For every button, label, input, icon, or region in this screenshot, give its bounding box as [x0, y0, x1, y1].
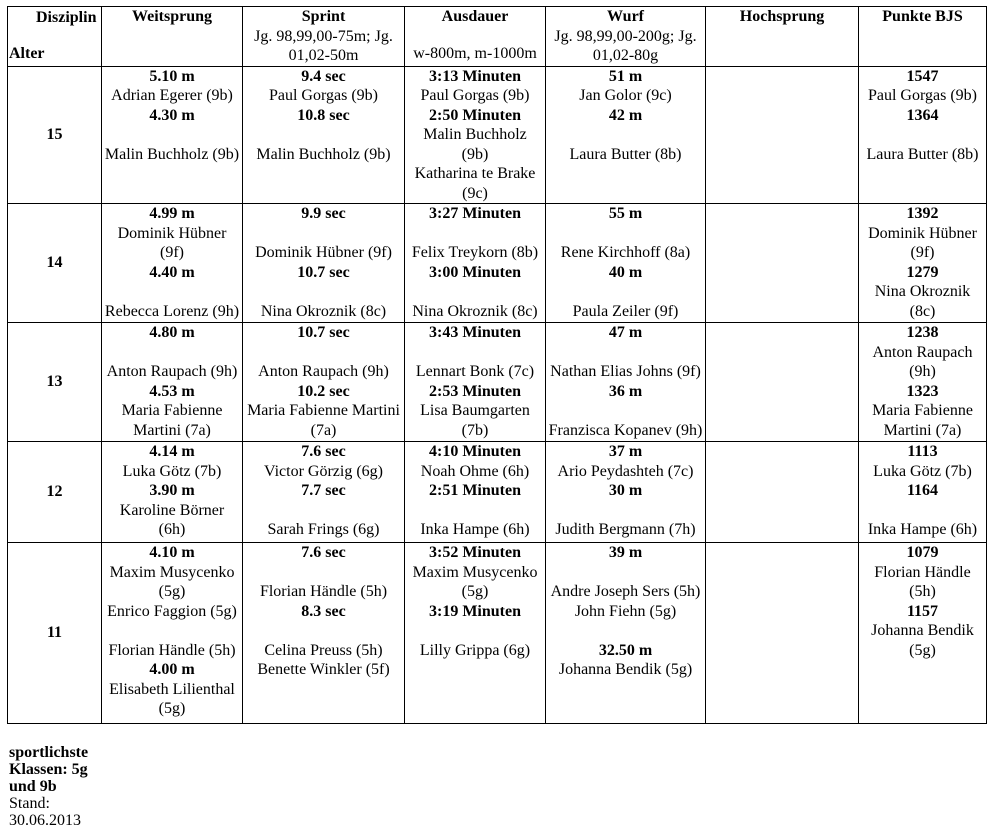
result-value: 10.8 sec [297, 106, 350, 124]
athlete-name: Judith Bergmann (7h) [555, 521, 696, 538]
athlete-name: Nina Okroznik [874, 283, 971, 300]
athlete-name: Anton Raupach [872, 343, 973, 361]
result-value: 40 m [608, 263, 643, 281]
results-body [8, 66, 987, 724]
athlete-name [102, 125, 242, 145]
result-value: 1364 [906, 106, 939, 124]
punkte-cell [859, 543, 987, 724]
table-row [8, 204, 987, 323]
wurf-cell [546, 442, 706, 543]
athlete-name: Karoline Börner [119, 501, 225, 519]
result-value: 4.40 m [149, 263, 195, 281]
athlete-name [243, 125, 404, 145]
wurf-cell [546, 204, 706, 323]
athlete-name [102, 621, 242, 641]
ausdauer-cell [405, 204, 546, 323]
athlete-name: (5g) [909, 641, 936, 659]
ausdauer-cell [405, 442, 546, 543]
athlete-name [102, 343, 242, 363]
athlete-name: Adrian Egerer (9b) [111, 87, 233, 104]
athlete-name [405, 282, 545, 302]
athlete-name [859, 501, 986, 521]
athlete-name: Laura Butter (8b) [866, 145, 979, 163]
result-value: 1157 [906, 602, 939, 620]
athlete-name: (9c) [462, 184, 488, 202]
results-table [7, 6, 987, 724]
weitsprung-cell [102, 323, 243, 442]
result-value: 30 m [608, 482, 643, 499]
result-value: 1392 [906, 205, 939, 222]
header-row [8, 7, 987, 67]
athlete-name: Anton Raupach (9h) [106, 363, 238, 380]
athlete-name [546, 125, 705, 145]
athlete-name: Sarah Frings (6g) [267, 521, 380, 538]
ausdauer-cell [405, 323, 546, 442]
athlete-name [405, 621, 545, 641]
table-row [8, 543, 987, 724]
result-value: 2:50 Minuten [429, 106, 521, 124]
table-row [8, 442, 987, 543]
table-row [8, 323, 987, 442]
ausdauer-cell [405, 66, 546, 204]
weitsprung-cell [102, 66, 243, 204]
sprint-cell [243, 323, 405, 442]
athlete-name: Maria Fabienne [872, 402, 973, 419]
result-value: 4.14 m [149, 443, 195, 460]
athlete-name: (5g) [158, 583, 186, 600]
header-ausdauer: Ausdauer w-800m, m-1000m [405, 7, 546, 67]
athlete-name: Dominik Hübner [868, 224, 977, 242]
result-value: 1079 [906, 544, 939, 561]
athlete-name: Dominik Hübner (9f) [255, 244, 392, 261]
athlete-name: (8c) [909, 302, 936, 320]
athlete-name [546, 401, 705, 421]
athlete-name: Dominik Hübner [117, 224, 227, 242]
athlete-name [243, 343, 404, 363]
result-value: 1547 [906, 67, 939, 85]
sprint-cell [243, 543, 405, 724]
athlete-name: Rebecca Lorenz (9h) [104, 302, 240, 320]
athlete-name: Lisa Baumgarten [420, 402, 530, 419]
athlete-name: Florian Händle (5h) [108, 641, 236, 659]
athlete-name [243, 621, 404, 641]
athlete-name: Paul Gorgas (9b) [867, 87, 978, 104]
athlete-name: (5g) [158, 700, 186, 717]
athlete-name: Johanna Bendik [871, 622, 974, 639]
athlete-name: Franzisca Kopanev (9h) [548, 421, 703, 439]
age-cell: 13 [8, 323, 102, 442]
footer-note [9, 744, 88, 829]
athlete-name: Laura Butter (8b) [569, 145, 682, 163]
athlete-name: Nina Okroznik (8c) [412, 302, 538, 320]
sprint-distance-note: Jg. 98,99,00-75m; Jg. 01,02-50m [254, 27, 393, 64]
footer-stand-label: Stand: [9, 795, 50, 812]
result-value: 8.3 sec [301, 602, 346, 620]
athlete-name: Malin Buchholz [423, 126, 527, 143]
athlete-name: Paul Gorgas (9b) [420, 87, 530, 104]
athlete-name: Benette Winkler (5f) [257, 661, 390, 678]
athlete-name: (5h) [909, 583, 936, 600]
result-value: 3:52 Minuten [429, 544, 521, 561]
result-value: 10.7 sec [297, 324, 350, 341]
athlete-name [546, 621, 705, 641]
athlete-name [243, 282, 404, 302]
athlete-name [405, 501, 545, 521]
athlete-name: Johanna Bendik (5g) [558, 661, 693, 678]
athlete-name [859, 125, 986, 145]
athlete-name [243, 501, 404, 521]
footer-stand-date: 30.06.2013 [9, 812, 81, 829]
footer-line-1: sportlichste [9, 744, 89, 761]
athlete-name: Celina Preuss (5h) [264, 641, 383, 659]
result-value: 39 m [608, 544, 643, 561]
athlete-name: Florian Händle [874, 563, 971, 581]
result-value: 1164 [906, 482, 939, 499]
athlete-name: Noah Ohme (6h) [420, 462, 530, 480]
sprint-cell [243, 204, 405, 323]
age-cell: 14 [8, 204, 102, 323]
athlete-name: Katharina te Brake [414, 165, 536, 182]
athlete-name: Inka Hampe (6h) [867, 521, 978, 538]
sprint-cell [243, 442, 405, 543]
athlete-name: Lilly Grippa (6g) [419, 641, 531, 659]
punkte-cell [859, 66, 987, 204]
result-value: 2:53 Minuten [429, 382, 521, 400]
athlete-name: Malin Buchholz (9b) [256, 145, 391, 163]
header-weitsprung: Weitsprung [102, 7, 243, 67]
result-value: 3:00 Minuten [429, 263, 521, 281]
header-punkte-bjs: Punkte BJS [859, 7, 987, 67]
hochsprung-cell [706, 66, 859, 204]
weitsprung-cell [102, 442, 243, 543]
athlete-name: Andre Joseph Sers (5h) [550, 583, 701, 600]
result-value: 4.00 m [149, 661, 195, 678]
athlete-name [102, 282, 242, 302]
athlete-name: Felix Treykorn (8b) [411, 244, 539, 261]
result-value: 7.7 sec [301, 482, 346, 499]
hochsprung-cell [706, 543, 859, 724]
result-value: 51 m [608, 67, 643, 85]
hochsprung-cell [706, 442, 859, 543]
result-value: 9.4 sec [301, 67, 346, 85]
result-value: 10.7 sec [297, 263, 350, 281]
header-hochsprung: Hochsprung [706, 7, 859, 67]
result-value: 7.6 sec [301, 544, 346, 561]
weitsprung-cell [102, 204, 243, 323]
athlete-name: Luka Götz (7b) [873, 462, 972, 480]
result-value: 3:43 Minuten [429, 324, 521, 341]
athlete-name: Maxim Musycenko [109, 563, 235, 581]
header-wurf: Wurf Jg. 98,99,00-200g; Jg. 01,02-80g [546, 7, 706, 67]
athlete-name: Ario Peydashteh (7c) [557, 462, 694, 480]
result-value: 2:51 Minuten [429, 482, 521, 499]
result-value: 42 m [608, 106, 643, 124]
athlete-name [405, 224, 545, 244]
punkte-cell [859, 323, 987, 442]
punkte-cell [859, 442, 987, 543]
athlete-name: Florian Händle (5h) [259, 583, 388, 600]
result-value: 4.99 m [149, 205, 195, 222]
result-value: 7.6 sec [301, 443, 346, 460]
footer-line-2: Klassen: 5g [9, 761, 88, 778]
athlete-name [546, 563, 705, 583]
athlete-name [243, 563, 404, 583]
athlete-name: Paula Zeiler (9f) [572, 302, 679, 320]
wurf-cell [546, 66, 706, 204]
result-value: 4:10 Minuten [429, 443, 521, 460]
athlete-name: Anton Raupach (9h) [258, 363, 389, 380]
athlete-name [546, 224, 705, 244]
wurf-cell [546, 323, 706, 442]
result-value: 3:13 Minuten [429, 67, 521, 85]
result-value: 10.2 sec [297, 382, 350, 400]
result-value: 1279 [906, 263, 939, 281]
result-value: 3:27 Minuten [429, 205, 521, 222]
athlete-name: Rene Kirchhoff (8a) [560, 244, 691, 261]
athlete-name: Inka Hampe (6h) [420, 521, 530, 538]
result-value: 4.80 m [149, 324, 195, 341]
athlete-name: (9h) [909, 363, 936, 380]
athlete-name: Elisabeth Lilienthal [109, 680, 235, 698]
athlete-name: Enrico Faggion (5g) [107, 602, 237, 620]
age-cell: 11 [8, 543, 102, 724]
athlete-name: (6h) [158, 521, 186, 538]
result-value: 47 m [608, 324, 643, 341]
result-value: 3.90 m [149, 482, 195, 499]
result-value: 37 m [608, 443, 643, 460]
ausdauer-distance-note: w-800m, m-1000m [413, 45, 537, 62]
athlete-name: Malin Buchholz (9b) [104, 145, 240, 163]
ausdauer-cell [405, 543, 546, 724]
result-value: 9.9 sec [301, 205, 346, 222]
age-cell: 15 [8, 66, 102, 204]
disziplin-label: Disziplin [36, 9, 97, 26]
weitsprung-cell [102, 543, 243, 724]
wurf-weight-note: Jg. 98,99,00-200g; Jg. 01,02-80g [554, 27, 697, 64]
athlete-name: Luka Götz (7b) [122, 462, 222, 480]
result-value: 55 m [608, 205, 643, 222]
wurf-cell [546, 543, 706, 724]
age-cell: 12 [8, 442, 102, 543]
athlete-name [405, 343, 545, 363]
athlete-name: Martini (7a) [883, 421, 962, 439]
athlete-name: (7a) [310, 421, 337, 439]
hochsprung-cell [706, 204, 859, 323]
footer-line-3: und 9b [9, 778, 57, 795]
athlete-name: Maxim Musycenko [412, 563, 538, 581]
athlete-name: Maria Fabienne [121, 402, 223, 419]
result-value: 3:19 Minuten [429, 602, 521, 620]
result-value: 1238 [906, 324, 939, 341]
athlete-name: Nathan Elias Johns (9f) [550, 363, 701, 380]
athlete-name: (5g) [461, 583, 489, 600]
athlete-name: John Fiehn (5g) [574, 602, 677, 620]
hochsprung-cell [706, 323, 859, 442]
table-row [8, 66, 987, 204]
result-value: 4.10 m [149, 544, 195, 561]
athlete-name: Maria Fabienne Martini [247, 402, 400, 419]
athlete-name: Lennart Bonk (7c) [415, 363, 535, 380]
athlete-name [546, 501, 705, 521]
athlete-name [243, 224, 404, 244]
result-value: 4.30 m [149, 106, 195, 124]
result-value: 32.50 m [598, 641, 653, 659]
sprint-cell [243, 66, 405, 204]
result-value: 1113 [907, 443, 938, 460]
result-value: 5.10 m [149, 67, 195, 85]
result-value: 4.53 m [149, 382, 195, 400]
athlete-name [546, 343, 705, 363]
athlete-name: Nina Okroznik (8c) [260, 302, 387, 320]
punkte-cell [859, 204, 987, 323]
header-sprint: Sprint Jg. 98,99,00-75m; Jg. 01,02-50m [243, 7, 405, 67]
header-corner-cell [8, 7, 102, 67]
athlete-name: (9b) [461, 145, 489, 163]
athlete-name: (7b) [461, 421, 489, 439]
result-value: 36 m [608, 382, 643, 400]
athlete-name: Paul Gorgas (9b) [268, 87, 379, 104]
athlete-name: (9f) [160, 244, 184, 261]
alter-label: Alter [9, 45, 45, 62]
athlete-name: Jan Golor (9c) [579, 87, 672, 104]
athlete-name: (9f) [910, 244, 935, 261]
athlete-name [546, 282, 705, 302]
athlete-name: Victor Görzig (6g) [264, 462, 383, 480]
result-value: 1323 [906, 382, 939, 400]
athlete-name: Martini (7a) [133, 421, 211, 439]
